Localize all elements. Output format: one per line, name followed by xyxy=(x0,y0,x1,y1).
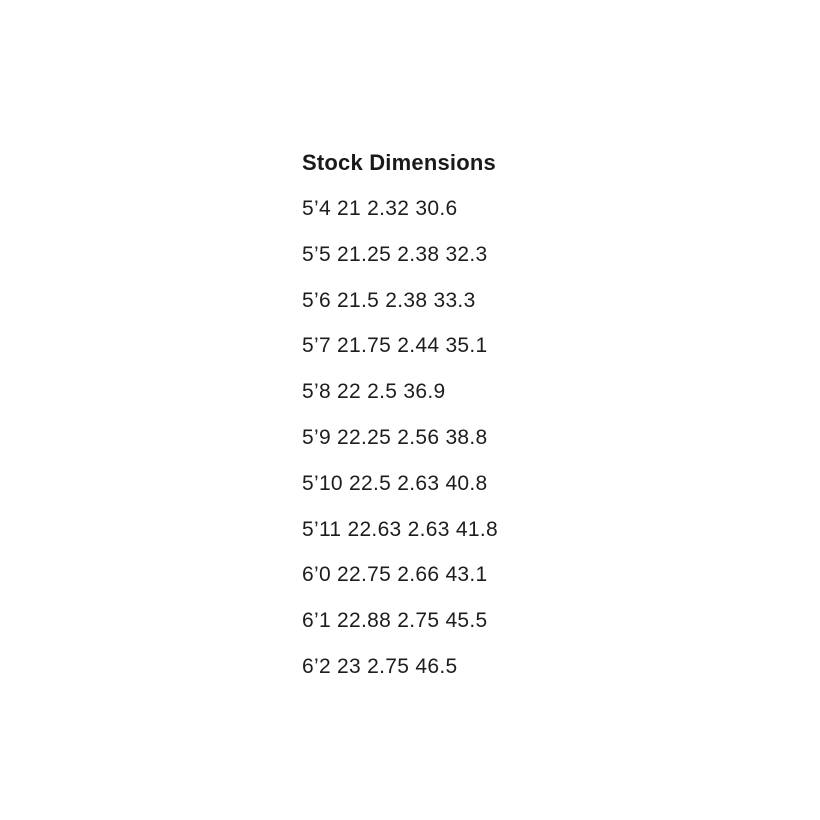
dimension-row: 5’6 21.5 2.38 33.3 xyxy=(302,288,476,312)
dimension-row: 5’7 21.75 2.44 35.1 xyxy=(302,334,488,358)
dimension-row: 5’9 22.25 2.56 38.8 xyxy=(302,425,488,449)
dimension-row: 5’8 22 2.5 36.9 xyxy=(302,380,446,404)
dimension-row: 5’11 22.63 2.63 41.8 xyxy=(302,517,498,541)
page-title: Stock Dimensions xyxy=(302,150,496,175)
dimension-row: 5’4 21 2.32 30.6 xyxy=(302,197,458,220)
dimension-row: 6’1 22.88 2.75 45.5 xyxy=(302,609,488,633)
stock-dimensions-list xyxy=(302,140,498,690)
dimension-row: 6’2 23 2.75 46.5 xyxy=(302,654,458,678)
dimension-row: 6’0 22.75 2.66 43.1 xyxy=(302,563,488,587)
dimension-row: 5’10 22.5 2.63 40.8 xyxy=(302,471,488,495)
dimension-row: 5’5 21.25 2.38 32.3 xyxy=(302,242,488,266)
